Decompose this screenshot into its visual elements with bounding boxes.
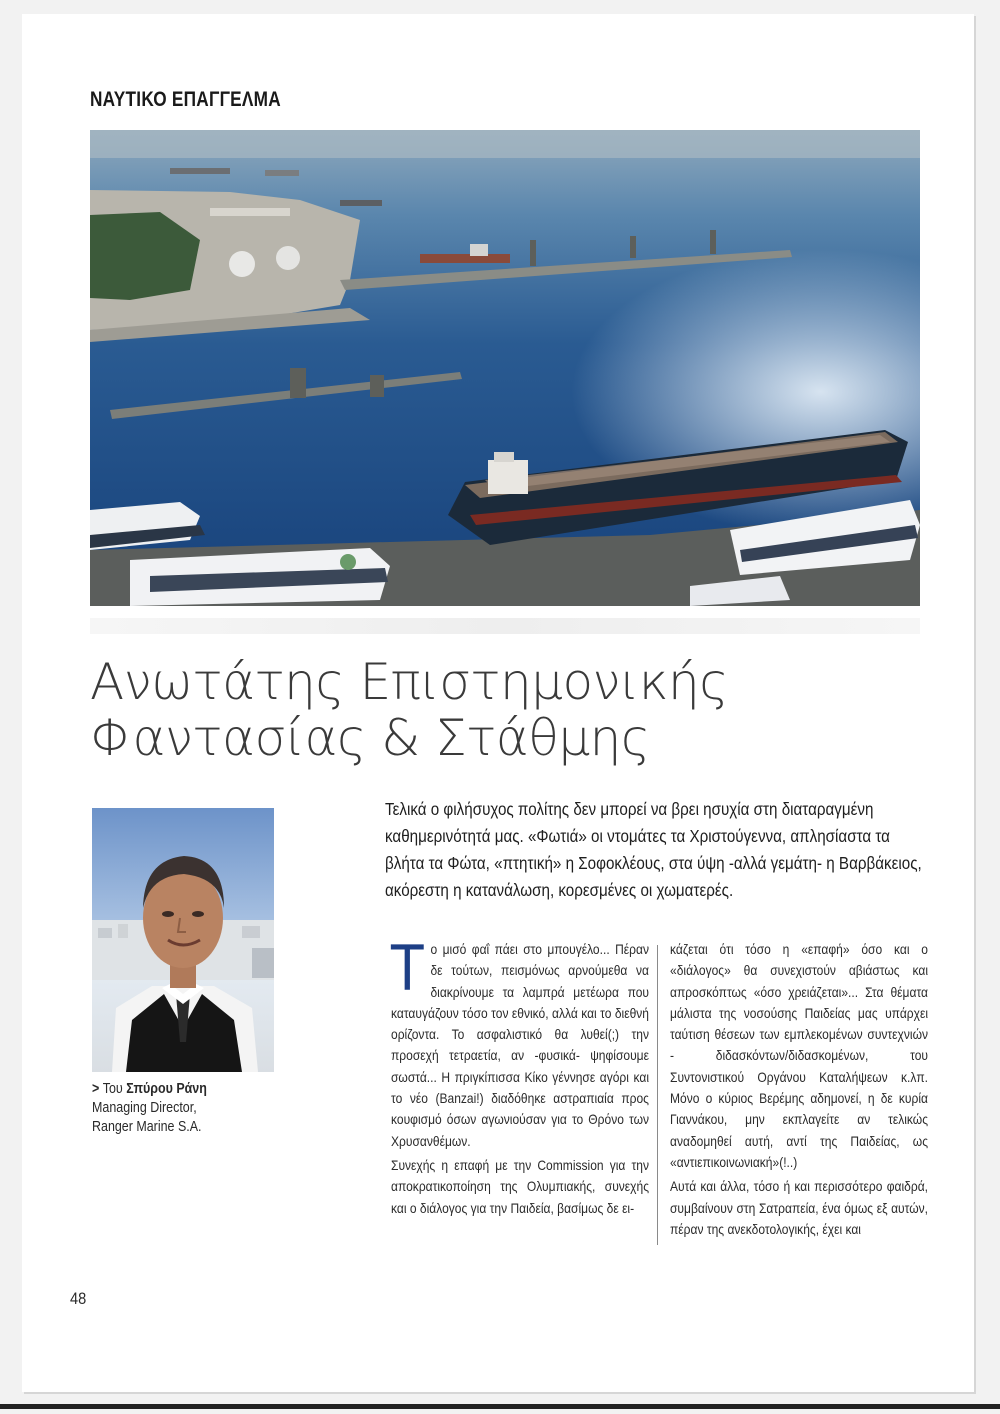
byline-prefix: Του <box>102 1081 123 1097</box>
headline-line-1: Ανωτάτης Επιστημονικής <box>90 653 729 711</box>
harbor-aerial-photo <box>90 130 920 606</box>
author-byline <box>92 1080 298 1137</box>
headline-line-2: Φαντασίας & Στάθμης <box>90 709 650 767</box>
byline-name-line <box>92 1080 298 1099</box>
author-role: Managing Director, <box>92 1100 197 1116</box>
article-headline <box>90 654 920 766</box>
author-name: Σπύρου Ράνη <box>126 1081 207 1097</box>
section-label: ΝΑΥΤΙΚΟ ΕΠΑΓΓΕΛΜΑ <box>90 88 281 111</box>
lead-paragraph: Τελικά ο φιλήσυχος πολίτης δεν μπορεί να βρει ησυχία στη διαταραγμένη καθημερινότητά μας. «Φωτιά» οι ντομάτες τα Χριστούγεννα, απλησίαστα τα βλήτα τα Φώτα, «πτητική» η Σοφοκλέους, στα ύψη -αλλά γεμάτη- η Βαρβάκειος, ακόρεστη η κατανάλωση, κορεσμένες οι χωματερές. <box>385 799 922 900</box>
page-number: 48 <box>70 1289 87 1308</box>
author-company: Ranger Marine S.A. <box>92 1119 202 1135</box>
photo-shadow-strip <box>90 618 920 634</box>
byline-arrow: > <box>92 1081 100 1097</box>
bottom-rule <box>0 1404 1000 1409</box>
col1-paragraph-1-text: ο μισό φαΐ πάει στο μπουγέλο... Πέραν δε τούτων, πεισμόνως αρνούμεθα να διακρίνουμε τα λαμπρά μετέωρα που καταυγάζουν τόσο τον εθνικό, αλλά και το διεθνή ορίζοντα. Το ασφαλιστικό θα λυθεί(;) την προσεχή τετραετία, αν -φυσικά- ψηφίσουμε σωστά... Η πριγκίπισσα Κίκο γέννησε αγόρι και το νέο (Banzai!) διαδόθηκε αστραπιαία προς κουφισμό όσων αγωνιούσαν για το Θρόνο των Χρυσανθέμων. <box>391 941 649 1149</box>
col2-paragraph-1: κάζεται ότι τόσο η «επαφή» όσο και ο «διάλογος» θα συνεχιστούν αβιάστως και απροσκόπτως «όσο χρειάζεται»... Στα θέματα μάλιστα της νοσούσης Παιδείας μας υπάρχει ταύτιση θέσεων των εμπλεκομένων συντεχνιών - διδασκόντων/διδασκομένων, του Συντονιστικού Οργάνου Καταλήψεων κ.λπ. Μόνο ο κύριος Βερέμης αδημονεί, η δε κυρία Γιαννάκου, μην εκπλαγείτε αν τελικώς αναδομηθεί αυτή, αντί της Παιδείας, ως «αντιεπικοινωνιακή»(!..) <box>670 941 928 1170</box>
author-portrait-photo <box>92 808 274 1072</box>
col2-paragraph-2: Αυτά και άλλα, τόσο ή και περισσότερο φαιδρά, συμβαίνουν στη Σατραπεία, ένα όμως εξ αυτών, πέραν της ανεκδοτολογικής, έχει και <box>670 1178 928 1237</box>
column-divider <box>657 945 658 1245</box>
drop-cap: Τ <box>391 932 424 1005</box>
col1-paragraph-1 <box>391 932 649 1152</box>
body-column-1 <box>391 932 649 1219</box>
body-column-2 <box>670 939 928 1240</box>
col1-paragraph-2: Συνεχής η επαφή με την Commission για την αποκρατικοποίηση της Ολυμπιακής, συνεχής και ο διάλογος για την Παιδεία, βασίμως δε ει- <box>391 1156 649 1216</box>
